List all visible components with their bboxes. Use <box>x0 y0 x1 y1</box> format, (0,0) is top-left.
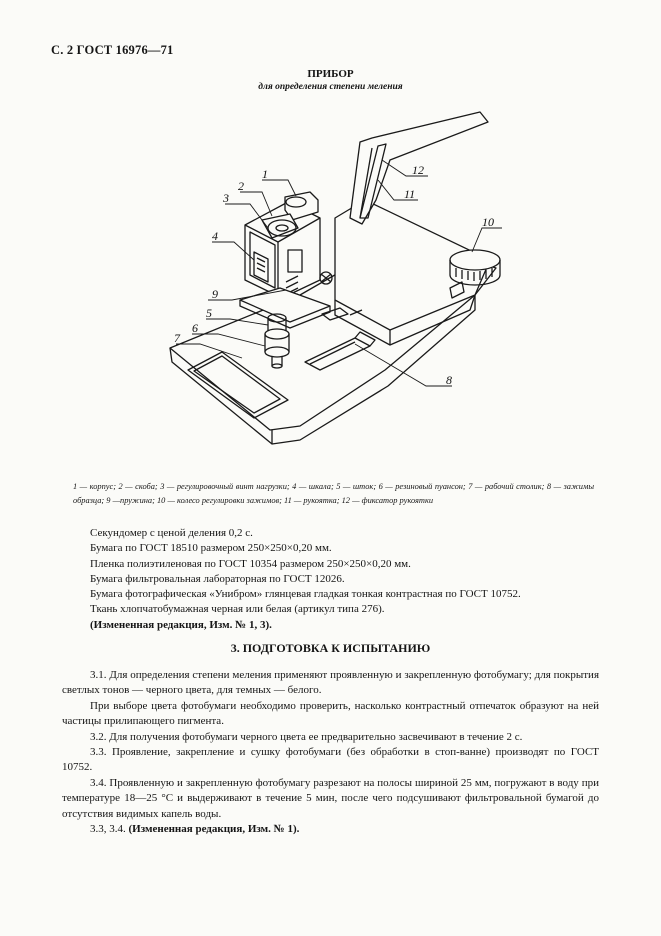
figure-subtitle: для определения степени меления <box>258 82 403 92</box>
page-header: С. 2 ГОСТ 16976—71 <box>51 43 174 57</box>
paragraph: 3.2. Для получения фотобумаги черного цвета ее предварительно засвечивают в течение 2 с. <box>90 730 523 743</box>
drawing-label-1: 1 <box>262 167 268 181</box>
device-drawing <box>150 100 610 450</box>
materials-item: Ткань хлопчатобумажная черная или белая (артикул типа 276). <box>90 603 385 616</box>
materials-item: Секундомер с ценой деления 0,2 с. <box>90 527 253 539</box>
revision-note-prefix: 3.3, 3.4. <box>90 823 126 836</box>
materials-list <box>90 526 521 633</box>
materials-item: Пленка полиэтиленовая по ГОСТ 10354 размером 250×250×0,20 мм. <box>90 557 411 570</box>
section-title: 3. ПОДГОТОВКА К ИСПЫТАНИЮ <box>230 641 431 655</box>
paragraph: 3.4. Проявленную и закрепленную фотобумагу разрезают на полосы шириной 25 мм, погружают в воду при температуре 18—25 °С и выдерживают в течение 5 мин, после чего подсушивают фильтровальной бумагой до отсутствия видимых капель воды. <box>62 776 599 820</box>
materials-item: Бумага по ГОСТ 18510 размером 250×250×0,20 мм. <box>90 542 332 555</box>
drawing-label-6: 6 <box>192 321 198 335</box>
drawing-label-5: 5 <box>206 306 212 320</box>
drawing-label-12: 12 <box>412 163 424 177</box>
drawing-label-4: 4 <box>212 229 218 243</box>
materials-item: Бумага фильтровальная лабораторная по ГОСТ 12026. <box>90 572 345 585</box>
figure-title: ПРИБОР <box>307 68 354 80</box>
drawing-label-10: 10 <box>482 215 494 229</box>
revision-note-text: (Измененная редакция, Изм. № 1). <box>128 823 300 836</box>
drawing-label-7: 7 <box>174 331 180 345</box>
materials-item: Бумага фотографическая «Унибром» глянцевая гладкая тонкая контрастная по ГОСТ 10752. <box>90 588 521 601</box>
drawing-label-8: 8 <box>446 373 452 387</box>
figure-caption: 1 — корпус; 2 — скоба; 3 — регулировочный винт нагрузки; 4 — шкала; 5 — шток; 6 — резиновый пуансон; 7 — рабочий столик; 8 — зажимы образца; 9 —пружина; 10 — колесо регулировки зажимов; 11 — рукоятка; 12 — фиксатор рукоятки <box>73 482 594 505</box>
paragraph: При выборе цвета фотобумаги необходимо проверить, насколько контрастный отпечаток образуют на ней частицы прилипающего пигмента. <box>62 699 599 728</box>
paragraph: 3.1. Для определения степени меления применяют проявленную и закрепленную фотобумагу; для покрытия светлых тонов — черного цвета, для темных — белого. <box>62 669 599 697</box>
drawing-label-3: 3 <box>223 191 229 205</box>
drawing-label-11: 11 <box>404 187 416 201</box>
paragraph: 3.3. Проявление, закрепление и сушку фотобумаги (без обработки в стоп-ванне) производят по ГОСТ 10752. <box>62 746 599 774</box>
drawing-label-2: 2 <box>238 179 244 193</box>
revision-note <box>62 822 599 837</box>
drawing-label-9: 9 <box>212 287 218 301</box>
section-body <box>62 668 599 837</box>
materials-revision-note: (Измененная редакция, Изм. № 1, 3). <box>90 618 272 631</box>
